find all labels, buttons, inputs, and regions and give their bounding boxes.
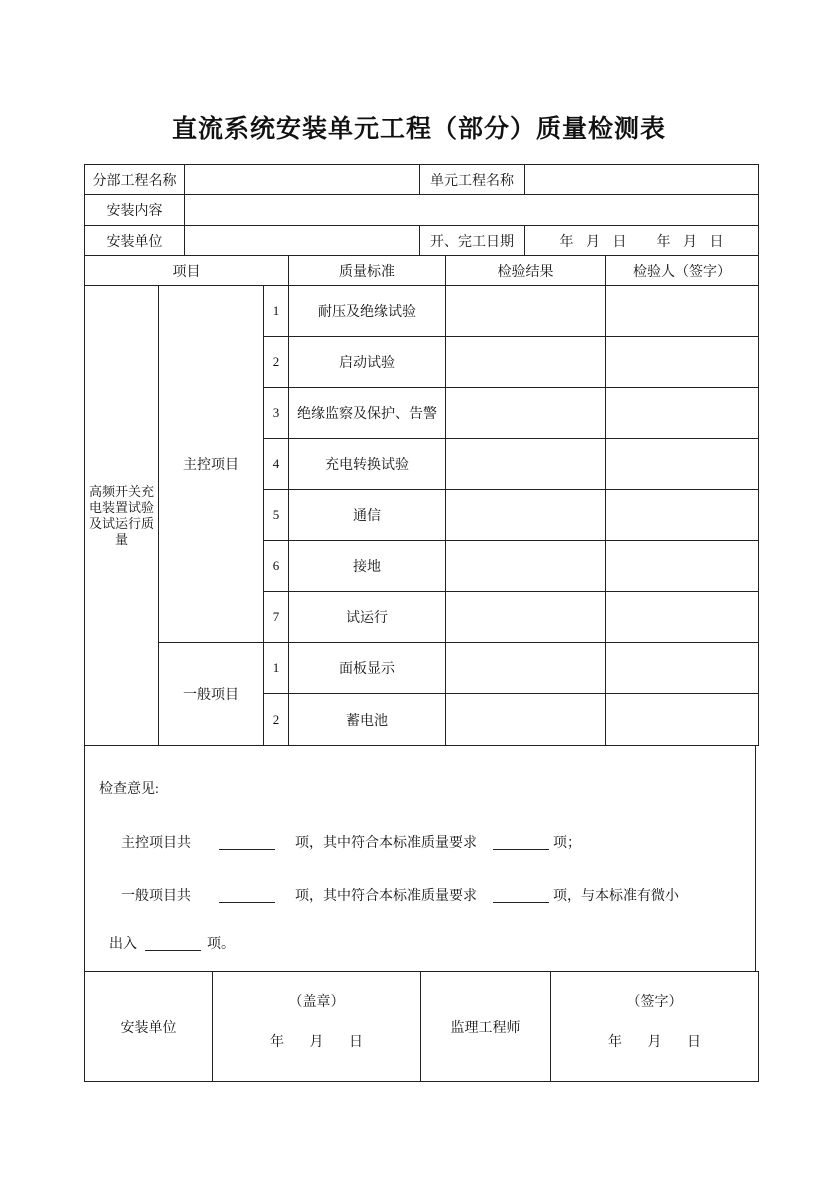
supervisor-sign-field[interactable] [551, 972, 759, 1082]
result-cell-field[interactable] [446, 694, 606, 746]
sub-project-label: 分部工程名称 [85, 165, 185, 195]
item-number: 5 [264, 490, 289, 541]
install-unit-seal-field[interactable] [213, 972, 421, 1082]
opinion-text: 项。 [207, 937, 235, 952]
seal-label: （盖章） [288, 994, 345, 1010]
item-number: 2 [264, 337, 289, 388]
dates-label: 开、完工日期 [420, 226, 525, 256]
item-number: 3 [264, 388, 289, 439]
item-name: 面板显示 [289, 643, 446, 694]
opinion-box [84, 745, 756, 972]
sign-label: （签字） [626, 994, 683, 1010]
inspector-cell-field[interactable] [606, 490, 759, 541]
item-name: 试运行 [289, 592, 446, 643]
opinion-line-deviation [109, 933, 755, 953]
install-content-value-field[interactable] [185, 195, 759, 226]
table-row [85, 972, 759, 1082]
opinion-text: 项； [553, 836, 581, 851]
inspector-cell-field[interactable] [606, 286, 759, 337]
item-number: 1 [264, 286, 289, 337]
table-row [85, 195, 759, 226]
result-cell-field[interactable] [446, 643, 606, 694]
unit-project-label: 单元工程名称 [420, 165, 525, 195]
table-row [85, 226, 759, 256]
category-label: 高频开关充电装置试验及试运行质量 [85, 286, 159, 746]
item-name: 接地 [289, 541, 446, 592]
opinion-line-main [121, 832, 755, 852]
dates-value-field[interactable] [525, 226, 759, 256]
opinion-text: 项，其中符合本标准质量要求 [295, 889, 477, 904]
item-name: 耐压及绝缘试验 [289, 286, 446, 337]
signature-table [84, 971, 759, 1082]
item-name: 通信 [289, 490, 446, 541]
unit-project-value-field[interactable] [525, 165, 759, 195]
install-content-label: 安装内容 [85, 195, 185, 226]
item-number: 7 [264, 592, 289, 643]
inspector-cell-field[interactable] [606, 694, 759, 746]
inspector-cell-field[interactable] [606, 592, 759, 643]
item-name: 蓄电池 [289, 694, 446, 746]
table-row [85, 286, 759, 337]
inspector-cell-field[interactable] [606, 388, 759, 439]
group-label-general: 一般项目 [159, 643, 264, 746]
item-number: 6 [264, 541, 289, 592]
result-cell-field[interactable] [446, 286, 606, 337]
opinion-text: 项，与本标准有微小 [553, 889, 679, 904]
info-table [84, 164, 759, 256]
opinion-text: 出入 [109, 937, 137, 952]
install-unit-label: 安装单位 [85, 226, 185, 256]
item-number: 4 [264, 439, 289, 490]
header-project: 项目 [85, 256, 289, 286]
items-table [84, 255, 759, 746]
group-label-main: 主控项目 [159, 286, 264, 643]
header-quality-standard: 质量标准 [289, 256, 446, 286]
sign-install-unit-label: 安装单位 [85, 972, 213, 1082]
blank-count-field[interactable] [493, 888, 549, 903]
inspector-cell-field[interactable] [606, 541, 759, 592]
item-number: 1 [264, 643, 289, 694]
items-header-row [85, 256, 759, 286]
item-number: 2 [264, 694, 289, 746]
opinion-text: 项，其中符合本标准质量要求 [295, 836, 477, 851]
item-name: 充电转换试验 [289, 439, 446, 490]
inspector-cell-field[interactable] [606, 439, 759, 490]
inspector-cell-field[interactable] [606, 337, 759, 388]
blank-count-field[interactable] [219, 835, 275, 850]
end-date-placeholder: 年 月 日 [656, 234, 724, 250]
opinion-title: 检查意见: [99, 782, 159, 797]
inspector-cell-field[interactable] [606, 643, 759, 694]
item-name: 启动试验 [289, 337, 446, 388]
blank-count-field[interactable] [493, 835, 549, 850]
sign-date-placeholder: 年 月 日 [608, 1034, 701, 1050]
sub-project-value-field[interactable] [185, 165, 420, 195]
result-cell-field[interactable] [446, 490, 606, 541]
blank-count-field[interactable] [145, 936, 201, 951]
result-cell-field[interactable] [446, 388, 606, 439]
result-cell-field[interactable] [446, 337, 606, 388]
opinion-text: 一般项目共 [121, 889, 191, 904]
opinion-line-general [121, 885, 755, 905]
table-row [85, 643, 759, 694]
start-date-placeholder: 年 月 日 [559, 234, 627, 250]
blank-count-field[interactable] [219, 888, 275, 903]
opinion-text: 主控项目共 [121, 836, 191, 851]
install-unit-value-field[interactable] [185, 226, 420, 256]
table-row [85, 165, 759, 195]
result-cell-field[interactable] [446, 439, 606, 490]
supervisor-label: 监理工程师 [421, 972, 551, 1082]
header-inspection-result: 检验结果 [446, 256, 606, 286]
header-inspector-signature: 检验人（签字） [606, 256, 759, 286]
result-cell-field[interactable] [446, 592, 606, 643]
item-name: 绝缘监察及保护、告警 [289, 388, 446, 439]
seal-date-placeholder: 年 月 日 [270, 1034, 363, 1050]
form-title: 直流系统安装单元工程（部分）质量检测表 [171, 115, 666, 143]
result-cell-field[interactable] [446, 541, 606, 592]
